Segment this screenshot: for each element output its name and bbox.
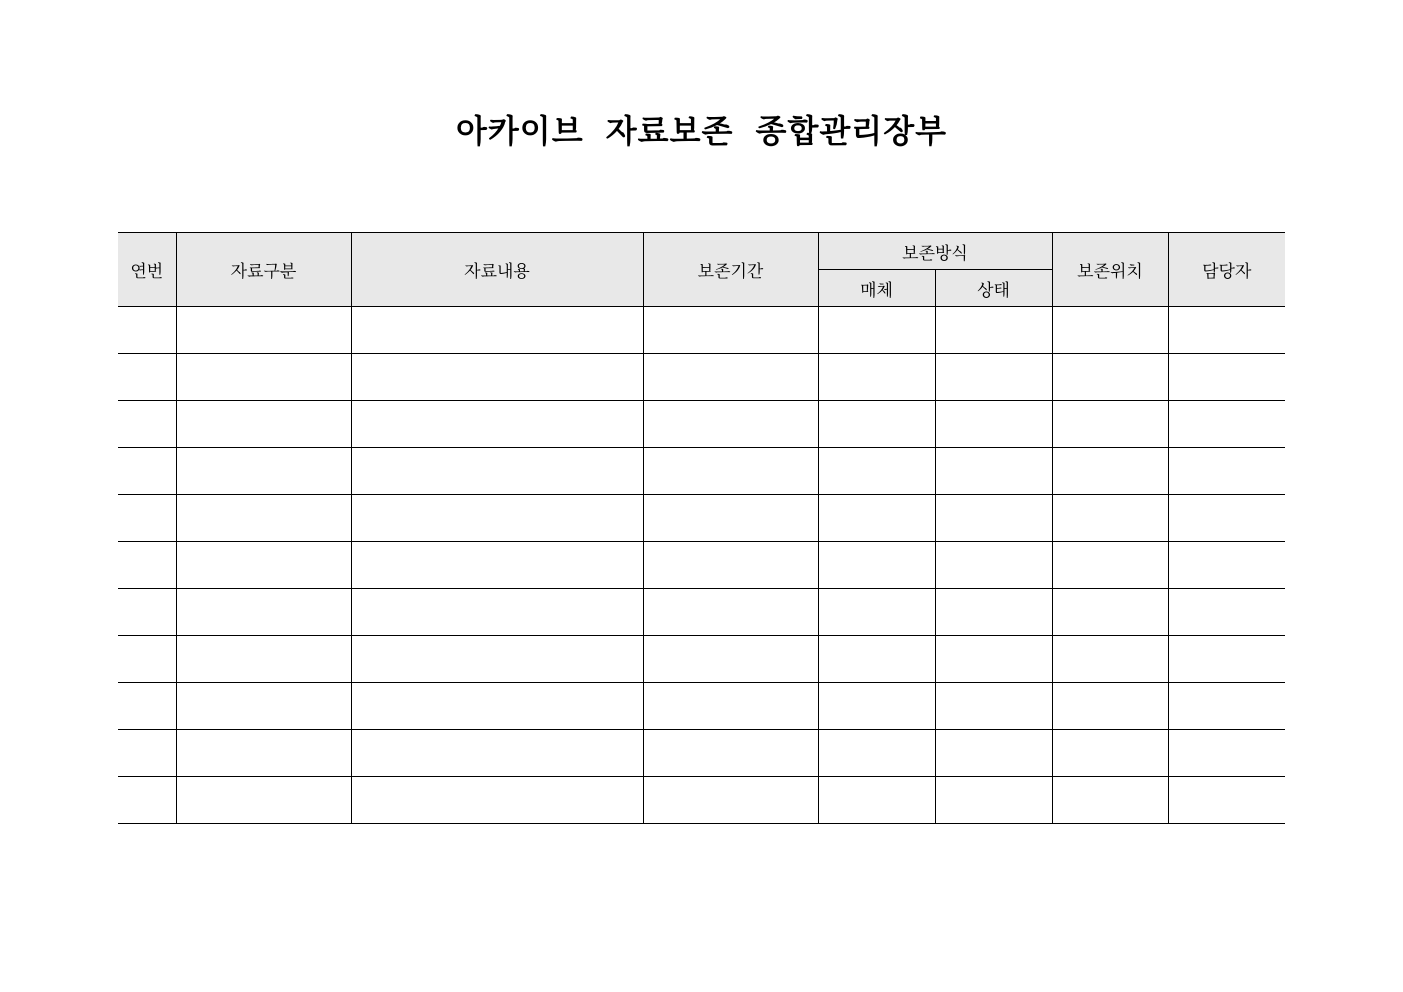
cell-no[interactable] — [118, 542, 176, 589]
table-row — [118, 542, 1285, 589]
cell-period[interactable] — [643, 401, 818, 448]
cell-content[interactable] — [351, 683, 643, 730]
cell-manager[interactable] — [1168, 307, 1285, 354]
cell-no[interactable] — [118, 401, 176, 448]
table-row — [118, 307, 1285, 354]
cell-condition[interactable] — [935, 589, 1052, 636]
cell-period[interactable] — [643, 354, 818, 401]
cell-medium[interactable] — [818, 542, 935, 589]
table-row — [118, 401, 1285, 448]
cell-content[interactable] — [351, 401, 643, 448]
table-row — [118, 495, 1285, 542]
cell-no[interactable] — [118, 354, 176, 401]
cell-period[interactable] — [643, 307, 818, 354]
cell-period[interactable] — [643, 589, 818, 636]
table-body — [118, 307, 1285, 824]
table-row — [118, 354, 1285, 401]
table-row — [118, 777, 1285, 824]
header-method: 보존방식 — [818, 233, 1052, 270]
cell-period[interactable] — [643, 636, 818, 683]
cell-manager[interactable] — [1168, 448, 1285, 495]
cell-medium[interactable] — [818, 683, 935, 730]
cell-content[interactable] — [351, 354, 643, 401]
table-row — [118, 589, 1285, 636]
cell-period[interactable] — [643, 448, 818, 495]
cell-condition[interactable] — [935, 495, 1052, 542]
cell-period[interactable] — [643, 683, 818, 730]
cell-location[interactable] — [1052, 683, 1168, 730]
cell-location[interactable] — [1052, 542, 1168, 589]
header-medium: 매체 — [818, 270, 935, 307]
cell-condition[interactable] — [935, 542, 1052, 589]
cell-location[interactable] — [1052, 777, 1168, 824]
cell-location[interactable] — [1052, 401, 1168, 448]
cell-manager[interactable] — [1168, 495, 1285, 542]
table-row — [118, 636, 1285, 683]
cell-category[interactable] — [176, 777, 351, 824]
cell-condition[interactable] — [935, 448, 1052, 495]
cell-condition[interactable] — [935, 777, 1052, 824]
cell-location[interactable] — [1052, 589, 1168, 636]
cell-manager[interactable] — [1168, 777, 1285, 824]
cell-content[interactable] — [351, 777, 643, 824]
cell-manager[interactable] — [1168, 636, 1285, 683]
cell-no[interactable] — [118, 448, 176, 495]
cell-medium[interactable] — [818, 589, 935, 636]
cell-period[interactable] — [643, 542, 818, 589]
header-condition: 상태 — [935, 270, 1052, 307]
cell-location[interactable] — [1052, 730, 1168, 777]
cell-no[interactable] — [118, 495, 176, 542]
cell-period[interactable] — [643, 730, 818, 777]
cell-category[interactable] — [176, 730, 351, 777]
cell-location[interactable] — [1052, 495, 1168, 542]
cell-category[interactable] — [176, 354, 351, 401]
cell-medium[interactable] — [818, 401, 935, 448]
table-row — [118, 448, 1285, 495]
cell-content[interactable] — [351, 589, 643, 636]
cell-manager[interactable] — [1168, 401, 1285, 448]
cell-period[interactable] — [643, 495, 818, 542]
header-no: 연번 — [118, 233, 176, 307]
table-header — [118, 233, 1285, 307]
cell-category[interactable] — [176, 448, 351, 495]
cell-category[interactable] — [176, 589, 351, 636]
cell-no[interactable] — [118, 307, 176, 354]
cell-location[interactable] — [1052, 636, 1168, 683]
cell-content[interactable] — [351, 448, 643, 495]
cell-medium[interactable] — [818, 636, 935, 683]
cell-medium[interactable] — [818, 354, 935, 401]
table-row — [118, 730, 1285, 777]
cell-medium[interactable] — [818, 777, 935, 824]
cell-content[interactable] — [351, 307, 643, 354]
cell-no[interactable] — [118, 589, 176, 636]
cell-condition[interactable] — [935, 730, 1052, 777]
cell-condition[interactable] — [935, 307, 1052, 354]
cell-medium[interactable] — [818, 730, 935, 777]
cell-manager[interactable] — [1168, 354, 1285, 401]
cell-no[interactable] — [118, 730, 176, 777]
cell-manager[interactable] — [1168, 542, 1285, 589]
cell-manager[interactable] — [1168, 589, 1285, 636]
header-period: 보존기간 — [643, 233, 818, 307]
cell-condition[interactable] — [935, 683, 1052, 730]
cell-no[interactable] — [118, 777, 176, 824]
cell-condition[interactable] — [935, 354, 1052, 401]
page-title: 아카이브 자료보존 종합관리장부 — [455, 112, 948, 150]
cell-location[interactable] — [1052, 448, 1168, 495]
cell-location[interactable] — [1052, 354, 1168, 401]
cell-no[interactable] — [118, 683, 176, 730]
cell-location[interactable] — [1052, 307, 1168, 354]
cell-no[interactable] — [118, 636, 176, 683]
table-row — [118, 683, 1285, 730]
cell-content[interactable] — [351, 730, 643, 777]
cell-medium[interactable] — [818, 448, 935, 495]
cell-content[interactable] — [351, 636, 643, 683]
cell-category[interactable] — [176, 683, 351, 730]
cell-category[interactable] — [176, 401, 351, 448]
cell-condition[interactable] — [935, 636, 1052, 683]
header-location: 보존위치 — [1052, 233, 1168, 307]
cell-category[interactable] — [176, 636, 351, 683]
cell-content[interactable] — [351, 542, 643, 589]
cell-medium[interactable] — [818, 495, 935, 542]
header-content: 자료내용 — [351, 233, 643, 307]
cell-condition[interactable] — [935, 401, 1052, 448]
cell-medium[interactable] — [818, 307, 935, 354]
archive-register-table — [118, 232, 1285, 824]
cell-manager[interactable] — [1168, 730, 1285, 777]
cell-period[interactable] — [643, 777, 818, 824]
header-manager: 담당자 — [1168, 233, 1285, 307]
cell-content[interactable] — [351, 495, 643, 542]
cell-manager[interactable] — [1168, 683, 1285, 730]
cell-category[interactable] — [176, 495, 351, 542]
header-category: 자료구분 — [176, 233, 351, 307]
cell-category[interactable] — [176, 307, 351, 354]
cell-category[interactable] — [176, 542, 351, 589]
